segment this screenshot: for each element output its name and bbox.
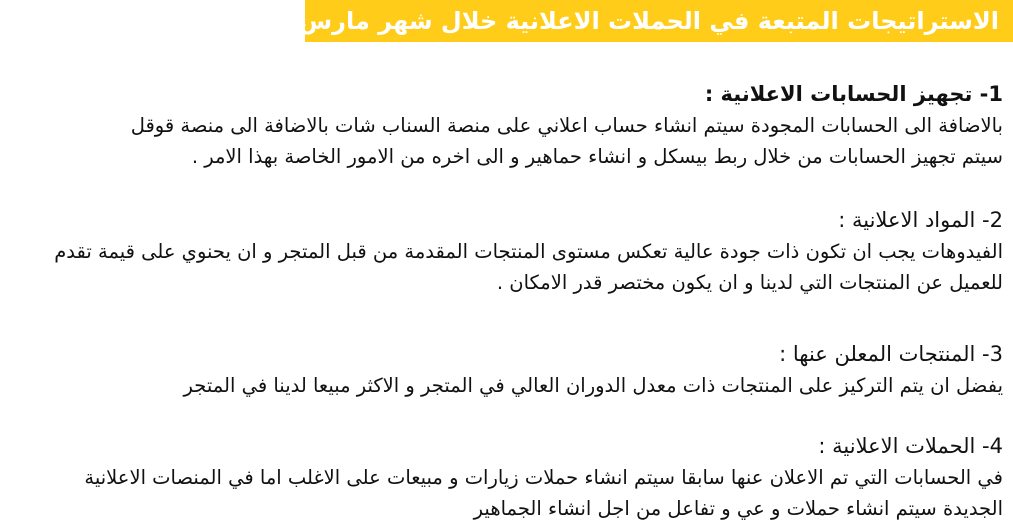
paragraph-line: الجديدة سيتم انشاء حملات و عي و تفاعل من اجل انشاء الجماهير xyxy=(473,497,1003,520)
page-title: الاستراتيجات المتبعة في الحملات الاعلانية خلال شهر مارس xyxy=(299,7,999,35)
paragraph-line: للعميل عن المنتجات التي لدينا و ان يكون مختصر قدر الامكان . xyxy=(496,271,1003,294)
paragraph-line: سيتم تجهيز الحسابات من خلال ربط بيسكل و انشاء حماهير و الى اخره من الامور الخاصة بهذا الامر . xyxy=(191,145,1003,168)
title-banner xyxy=(299,0,1013,42)
section-ad-accounts xyxy=(64,78,1003,172)
section-ad-materials xyxy=(0,204,1003,298)
section-heading: 1- تجهيز الحسابات الاعلانية : xyxy=(704,82,1003,106)
section-heading: 4- الحملات الاعلانية : xyxy=(818,434,1003,458)
section-ad-campaigns xyxy=(0,430,1003,524)
section-advertised-products xyxy=(64,338,1003,401)
paragraph-line: في الحسابات التي تم الاعلان عنها سابقا سيتم انشاء حملات زيارات و مبيعات على الاغلب اما في المنصات الاعلانية xyxy=(84,466,1003,489)
section-heading: 2- المواد الاعلانية : xyxy=(838,208,1003,232)
section-heading: 3- المنتجات المعلن عنها : xyxy=(779,342,1003,366)
paragraph-line: الفيدوهات يجب ان تكون ذات جودة عالية تعكس مستوى المنتجات المقدمة من قبل المتجر و ان يحنوي على قيمة تقدم xyxy=(54,240,1003,263)
paragraph-line: يفضل ان يتم التركيز على المنتجات ذات معدل الدوران العالي في المتجر و الاكثر مبيعا لدينا في المتجر xyxy=(183,374,1003,397)
paragraph-line: بالاضافة الى الحسابات المجودة سيتم انشاء حساب اعلاني على منصة السناب شات بالاضافة الى منصة قوقل xyxy=(130,114,1003,137)
